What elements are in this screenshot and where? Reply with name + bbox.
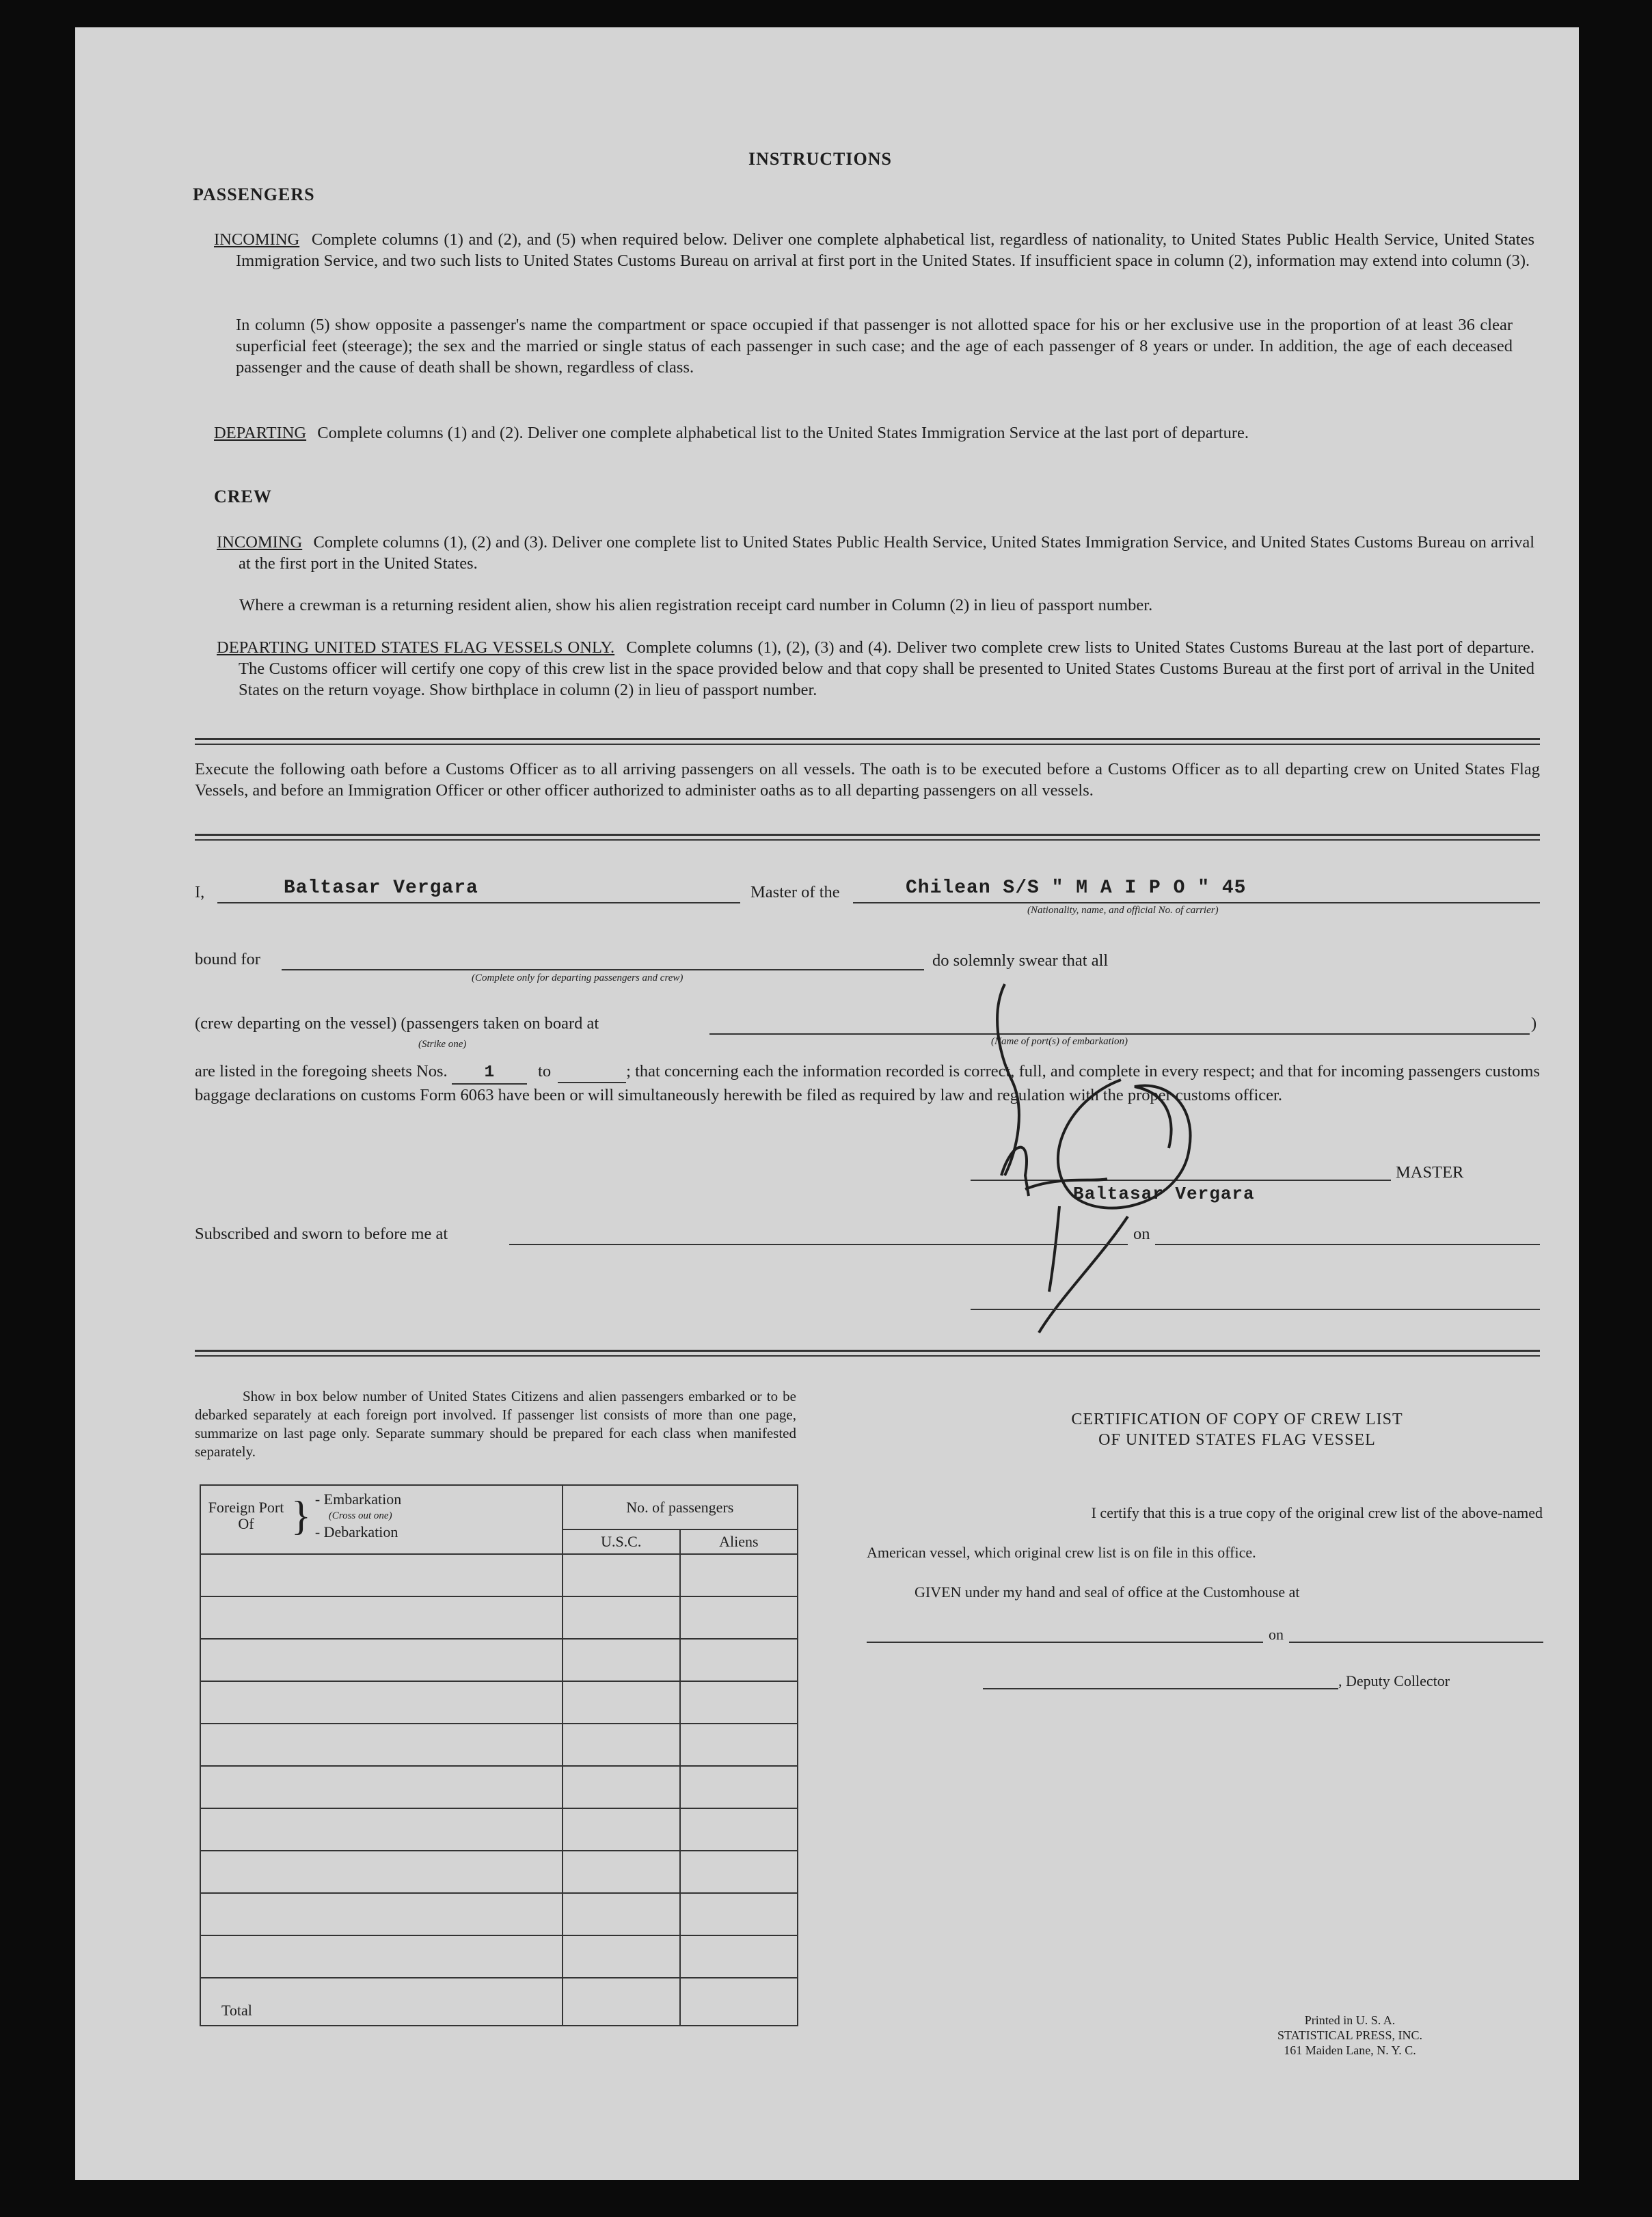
usc-cell[interactable] [563,1554,680,1596]
aliens-cell[interactable] [680,1851,798,1893]
port-cell[interactable] [200,1596,563,1639]
subscribed-label: Subscribed and sworn to before me at [195,1225,448,1243]
certify-text: I certify that this is a true copy of the original crew list of the above-named [1091,1504,1543,1521]
usc-cell[interactable] [563,1681,680,1724]
master-of-label: Master of the [750,883,840,901]
table-row [200,1851,798,1893]
cert-on-label: on [1269,1626,1284,1643]
debarkation-label: - Debarkation [314,1523,398,1540]
subscribed-date-line [1155,1244,1540,1245]
usc-cell[interactable] [563,1639,680,1681]
port-cell[interactable] [200,1808,563,1851]
crew-incoming-label: INCOMING [217,533,303,552]
sheet-to-field[interactable] [558,1061,626,1083]
port-header-cell [200,1485,563,1554]
aliens-cell[interactable] [680,1766,798,1808]
table-row [200,1724,798,1766]
table-row [200,1766,798,1808]
customhouse-line [867,1642,1263,1643]
passengers-heading: PASSENGERS [193,185,315,204]
instructions-title: INSTRUCTIONS [748,149,892,169]
officer-signature-line [971,1309,1540,1310]
bound-for-label: bound for [195,950,260,968]
total-label: Total [200,1978,563,2026]
strike-caption: (Strike one) [418,1039,467,1050]
certification-title [943,1409,1531,1450]
bound-for-line [282,969,924,970]
deputy-collector-label: , Deputy Collector [1338,1672,1450,1689]
summary-instructions: Show in box below number of United States Citizens and alien passengers embarked or to be debarked separately at each foreign port involved. If passenger list consists of more than one page, summarize on last page only. Separate summary should be prepared for each class when manifested separately. [195,1388,796,1460]
aliens-cell[interactable] [680,1596,798,1639]
aliens-cell[interactable] [680,1893,798,1935]
subscribed-place-line [509,1244,1128,1245]
usc-cell[interactable] [563,1808,680,1851]
signature-scribble [964,970,1264,1353]
usc-cell[interactable] [563,1766,680,1808]
total-row [200,1978,798,2026]
crew-incoming-text: Complete columns (1), (2) and (3). Deliver one complete list to United States Public Health Service, United States Immigration Service, and United States Customs Bureau on arrival at the first port in the United States. [239,533,1535,573]
departing-passengers-paragraph [214,422,1534,444]
table-row [200,1935,798,1978]
port-cell[interactable] [200,1639,563,1681]
usc-header: U.S.C. [563,1529,680,1554]
usc-total-cell[interactable] [563,1978,680,2026]
port-cell[interactable] [200,1893,563,1935]
port-cell[interactable] [200,1766,563,1808]
usc-cell[interactable] [563,1851,680,1893]
ports-caption: (Name of port(s) of embarkation) [991,1036,1128,1047]
departing-text: Complete columns (1) and (2). Deliver one complete alphabetical list to the United States Immigration Service at the last port of departure. [317,424,1249,442]
departing-label: DEPARTING [214,424,307,442]
port-cell[interactable] [200,1935,563,1978]
foreign-port-of: Foreign Port Of [208,1499,284,1532]
listed-paragraph [195,1061,1540,1106]
table-row [200,1639,798,1681]
brace-icon: } [291,1493,311,1538]
table-row [200,1808,798,1851]
certification-title-line2: OF UNITED STATES FLAG VESSEL [1098,1431,1376,1449]
to-label: to [538,1062,552,1080]
vessel-line [853,902,1540,903]
no-passengers-header: No. of passengers [563,1485,798,1529]
master-name-field[interactable]: Baltasar Vergara [284,878,478,899]
bound-for-caption: (Complete only for departing passengers and crew) [472,973,683,983]
master-label: MASTER [1396,1163,1464,1182]
listed-label: are listed in the foregoing sheets Nos. [195,1062,448,1080]
usc-cell[interactable] [563,1893,680,1935]
cert-date-line [1289,1642,1543,1643]
embarkation-label: - Embarkation [314,1491,402,1508]
port-cell[interactable] [200,1554,563,1596]
divider-2 [195,834,1540,841]
vessel-caption: (Nationality, name, and official No. of carrier) [1027,905,1219,916]
table-row [200,1554,798,1596]
aliens-cell[interactable] [680,1554,798,1596]
printer-line3: 161 Maiden Lane, N. Y. C. [1284,2043,1416,2057]
aliens-cell[interactable] [680,1639,798,1681]
flag-vessels-paragraph [217,637,1534,701]
aliens-cell[interactable] [680,1724,798,1766]
deputy-collector-line [983,1688,1338,1689]
divider-1 [195,738,1540,745]
certify-vessel-text: American vessel, which original crew list is on file in this office. [867,1544,1256,1561]
crew-heading: CREW [214,487,272,506]
vessel-field[interactable]: Chilean S/S " M A I P O " 45 [906,878,1247,899]
printer-imprint [1196,2013,1504,2058]
document-sheet [75,27,1579,2180]
sheet-from-field[interactable]: 1 [452,1062,527,1085]
column5-paragraph: In column (5) show opposite a passenger's name the compartment or space occupied if that passenger is not allotted space for his or her exclusive use in the proportion of at least 36 clear superficial feet (steerage); the sex and the married or single status of each passenger in such case; and the age of each passenger of 8 years or under. In addition, the age of each deceased passenger and the cause of death shall be shown, regardless of class. [236,316,1513,377]
table-row [200,1893,798,1935]
close-paren: ) [1531,1014,1537,1033]
printer-line2: STATISTICAL PRESS, INC. [1277,2028,1422,2042]
swear-label: do solemnly swear that all [932,951,1109,970]
incoming-text: Complete columns (1) and (2), and (5) when required below. Deliver one complete alphabetical list, regardless of nationality, to United States Public Health Service, United States Immigration Service, and two such lists to United States Customs Bureau on arrival at first port in the United States. If insufficient space in column (2), information may extend into column (3). [236,230,1534,270]
divider-3 [195,1350,1540,1357]
incoming-passengers-paragraph [214,229,1534,271]
usc-cell[interactable] [563,1935,680,1978]
passenger-summary-table [200,1484,798,2026]
aliens-total-cell[interactable] [680,1978,798,2026]
port-cell[interactable] [200,1724,563,1766]
subscribed-on-label: on [1133,1225,1150,1243]
crew-departing-text: (crew departing on the vessel) (passengers taken on board at [195,1014,599,1033]
flag-vessels-text: Complete columns (1), (2), (3) and (4). Deliver two complete crew lists to United States Customs Bureau at the last port of departure. The Customs officer will certify one copy of this crew list in the space provided below and that copy shall be presented to United States Customs Bureau at the first port of arrival in the United States on the return voyage. Show birthplace in column (2) in lieu of passport number. [239,638,1534,699]
table-row [200,1596,798,1639]
certification-title-line1: CERTIFICATION OF COPY OF CREW LIST [1071,1411,1403,1428]
crew-incoming-paragraph [217,532,1534,574]
aliens-cell[interactable] [680,1808,798,1851]
given-text: GIVEN under my hand and seal of office at the Customhouse at [915,1583,1300,1601]
master-name-line [217,902,740,903]
oath-intro: Execute the following oath before a Customs Officer as to all arriving passengers on all vessels. The oath is to be executed before a Customs Officer as to all departing crew on United States Flag Vessels, and before an Immigration Officer or other officer authorized to administer oaths as to all departing passengers on all vessels. [195,760,1540,800]
port-cell[interactable] [200,1681,563,1724]
table-row [200,1681,798,1724]
cross-out-caption: (Cross out one) [328,1510,392,1521]
crewman-paragraph: Where a crewman is a returning resident alien, show his alien registration receipt card number in Column (2) in lieu of passport number. [239,596,1153,614]
incoming-label: INCOMING [214,230,300,249]
printer-line1: Printed in U. S. A. [1304,2013,1396,2027]
aliens-header: Aliens [680,1529,798,1554]
listed-text: ; that concerning each the information recorded is correct, full, and complete in every respect; and that for incoming passengers customs baggage declarations on customs Form 6063 have been or will simultaneously herewith be filed as required by law and regulation with the proper customs officer. [195,1062,1541,1104]
aliens-cell[interactable] [680,1681,798,1724]
i-label: I, [195,883,205,901]
port-cell[interactable] [200,1851,563,1893]
usc-cell[interactable] [563,1724,680,1766]
usc-cell[interactable] [563,1596,680,1639]
flag-vessels-label: DEPARTING UNITED STATES FLAG VESSELS ONLY. [217,638,615,657]
aliens-cell[interactable] [680,1935,798,1978]
signed-name: Baltasar Vergara [1073,1184,1255,1204]
